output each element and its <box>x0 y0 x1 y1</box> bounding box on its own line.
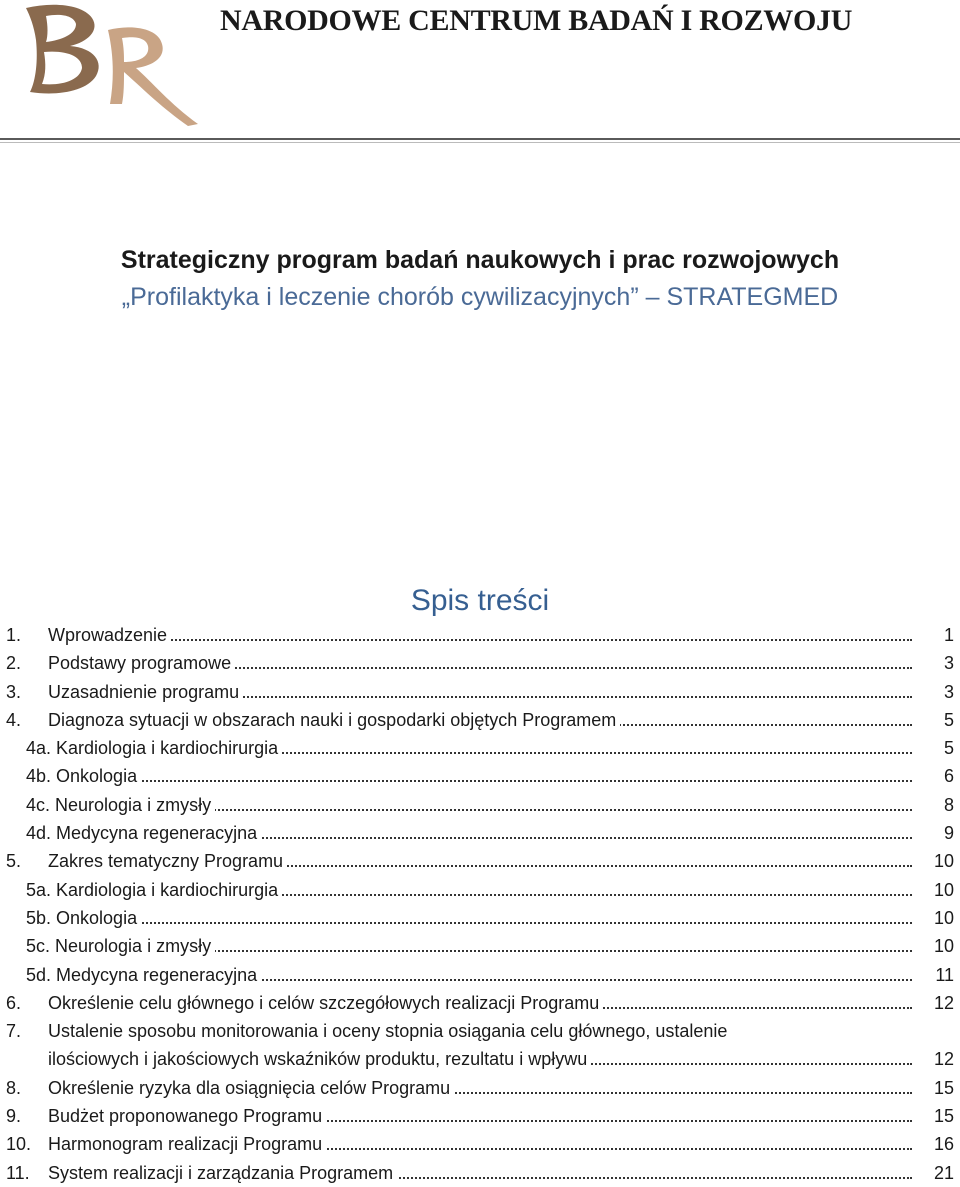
toc-entry-page-number: 3 <box>940 649 954 677</box>
toc-entry-text <box>26 819 912 847</box>
toc-entry-label: Diagnoza sytuacji w obszarach nauki i gospodarki objętych Programem <box>48 710 620 730</box>
toc-entry-text <box>48 1074 912 1102</box>
toc-entry-label: Budżet proponowanego Programu <box>48 1106 326 1126</box>
toc-entry[interactable] <box>0 961 960 989</box>
toc-entry-page-number: 11 <box>931 961 954 989</box>
toc-entry[interactable] <box>0 904 960 932</box>
toc-entry-label: Wprowadzenie <box>48 625 171 645</box>
toc-entry[interactable] <box>0 1102 960 1130</box>
toc-entry-text <box>48 1159 912 1187</box>
toc-entry-page-number: 3 <box>940 678 954 706</box>
toc-entry[interactable] <box>0 791 960 819</box>
toc-entry-page-number: 16 <box>930 1130 954 1158</box>
toc-entry-label: Zakres tematyczny Programu <box>48 851 287 871</box>
toc-entry-label: System realizacji i zarządzania Programem <box>48 1163 397 1183</box>
toc-entry[interactable] <box>0 649 960 677</box>
toc-entry-label-continued: ilościowych i jakościowych wskaźników produktu, rezultatu i wpływu <box>48 1049 591 1069</box>
toc-entry-page-number: 6 <box>940 762 954 790</box>
toc-entry[interactable] <box>0 734 960 762</box>
toc-entry-number: 1. <box>6 625 22 645</box>
toc-entry[interactable] <box>0 847 960 875</box>
organization-name: NARODOWE CENTRUM BADAŃ I ROZWOJU <box>220 4 853 37</box>
toc-entry-number: 7. <box>6 1021 22 1042</box>
toc-entry-label: 5c. Neurologia i zmysły <box>26 936 215 956</box>
toc-entry-page-number: 10 <box>930 904 954 932</box>
toc-entry-number: 6. <box>6 992 22 1013</box>
toc-entry-text <box>48 1017 912 1073</box>
table-of-contents <box>0 621 960 1187</box>
toc-entry-label: 5a. Kardiologia i kardiochirurgia <box>26 880 282 900</box>
toc-entry-number: 8. <box>6 1077 22 1098</box>
toc-entry-page-number: 15 <box>930 1102 954 1130</box>
toc-entry[interactable] <box>0 706 960 734</box>
toc-entry-number: 2. <box>6 653 22 674</box>
toc-entry-page-number: 8 <box>940 791 954 819</box>
toc-entry-page-number: 5 <box>940 706 954 734</box>
toc-entry-page-number: 9 <box>940 819 954 847</box>
toc-entry-label: 4c. Neurologia i zmysły <box>26 795 215 815</box>
toc-entry-text <box>26 961 912 989</box>
toc-entry[interactable] <box>0 1074 960 1102</box>
toc-entry-text <box>48 621 912 649</box>
toc-entry[interactable] <box>0 1130 960 1158</box>
toc-entry-text <box>48 989 912 1017</box>
toc-entry-number: 3. <box>6 681 22 702</box>
toc-entry-number: 5. <box>6 851 22 872</box>
toc-entry[interactable] <box>0 876 960 904</box>
toc-entry-text <box>26 734 912 762</box>
toc-entry-number: 4. <box>6 709 22 730</box>
toc-entry-page-number: 15 <box>930 1074 954 1102</box>
toc-entry-text <box>48 678 912 706</box>
toc-entry[interactable] <box>0 621 960 649</box>
toc-entry-label: Uzasadnienie programu <box>48 682 243 702</box>
toc-entry-page-number: 5 <box>940 734 954 762</box>
toc-entry-label: 4d. Medycyna regeneracyjna <box>26 823 261 843</box>
toc-entry-label: 4a. Kardiologia i kardiochirurgia <box>26 738 282 758</box>
toc-dot-leader <box>26 780 912 782</box>
toc-entry-label: Ustalenie sposobu monitorowania i oceny stopnia osiągania celu głównego, ustalenie <box>48 1021 728 1042</box>
toc-entry-page-number: 10 <box>930 932 954 960</box>
toc-entry-label: Określenie celu głównego i celów szczegółowych realizacji Programu <box>48 993 603 1013</box>
toc-entry-text <box>48 649 912 677</box>
toc-entry-page-number: 10 <box>930 847 954 875</box>
toc-entry-page-number: 12 <box>930 989 954 1017</box>
toc-heading: Spis treści <box>410 584 550 617</box>
toc-entry-number: 9. <box>6 1106 22 1127</box>
ncbr-logo-mark <box>12 0 202 130</box>
toc-entry[interactable] <box>0 989 960 1017</box>
header-divider <box>0 138 960 140</box>
toc-entry-text <box>26 791 912 819</box>
toc-entry[interactable] <box>0 1017 960 1074</box>
toc-dot-leader <box>48 639 912 641</box>
toc-entry[interactable] <box>0 932 960 960</box>
header-divider-secondary <box>0 142 960 143</box>
toc-entry-text <box>48 706 912 734</box>
program-subtitle: „Profilaktyka i leczenie chorób cywilizacyjnych” – STRATEGMED <box>121 283 839 311</box>
toc-entry-label: Harmonogram realizacji Programu <box>48 1134 326 1154</box>
toc-entry[interactable] <box>0 762 960 790</box>
toc-entry[interactable] <box>0 678 960 706</box>
toc-entry-label: Określenie ryzyka dla osiągnięcia celów Programu <box>48 1078 454 1098</box>
toc-entry-page-number: 1 <box>940 621 954 649</box>
toc-entry-number: 10. <box>6 1134 32 1155</box>
toc-entry-text <box>26 932 912 960</box>
toc-entry-label: 4b. Onkologia <box>26 766 141 786</box>
toc-entry-page-number: 12 <box>930 1045 954 1073</box>
toc-entry-page-number: 21 <box>930 1159 954 1187</box>
toc-entry[interactable] <box>0 1159 960 1187</box>
toc-dot-leader <box>26 922 912 924</box>
toc-entry-text <box>48 1102 912 1130</box>
toc-entry-text <box>26 904 912 932</box>
toc-entry-number: 11. <box>6 1162 30 1183</box>
program-title: Strategiczny program badań naukowych i prac rozwojowych <box>120 246 840 274</box>
toc-entry-text <box>26 876 912 904</box>
toc-entry-label: 5b. Onkologia <box>26 908 141 928</box>
toc-entry[interactable] <box>0 819 960 847</box>
toc-entry-label: Podstawy programowe <box>48 653 235 673</box>
toc-entry-text <box>48 1130 912 1158</box>
toc-entry-text <box>48 847 912 875</box>
ncbr-logo <box>12 0 202 130</box>
toc-entry-label: 5d. Medycyna regeneracyjna <box>26 965 261 985</box>
toc-entry-text <box>26 762 912 790</box>
toc-entry-page-number: 10 <box>930 876 954 904</box>
